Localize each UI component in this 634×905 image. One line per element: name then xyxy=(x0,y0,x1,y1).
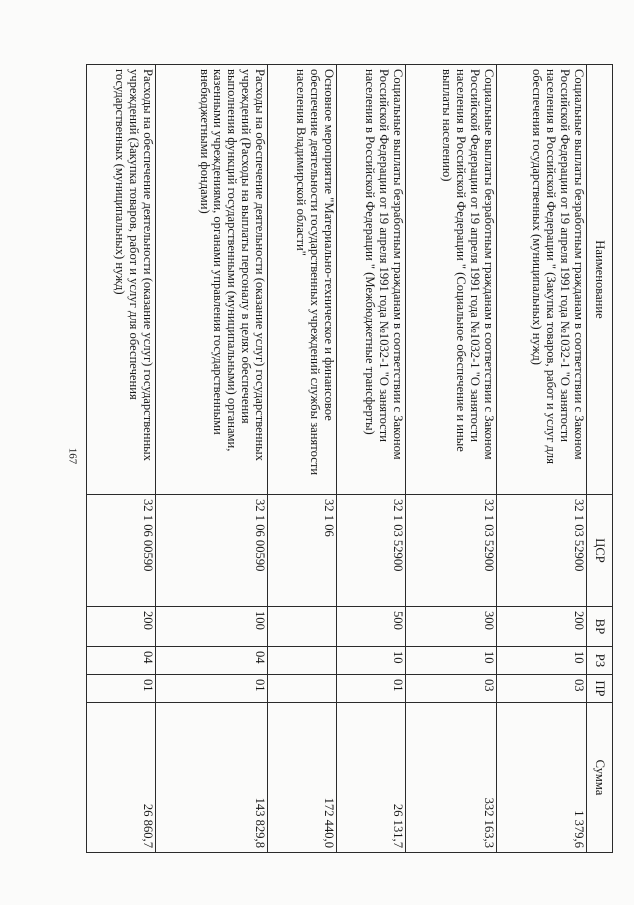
row-rz: 04 xyxy=(87,647,156,675)
row-pr: 01 xyxy=(87,675,156,703)
row-pr: 03 xyxy=(406,675,496,703)
header-rz: РЗ xyxy=(587,647,613,675)
row-csr: 32 1 03 52900 xyxy=(406,495,496,607)
header-sum: Сумма xyxy=(587,703,613,853)
row-vr: 100 xyxy=(156,607,268,647)
row-vr xyxy=(268,607,337,647)
row-name: Социальные выплаты безработным гражданам в соответствии с Законом Российской Федерации от 19 апреля 1991 года №1032-1 "О занятости населения в Российской Федерации " (Межбюджетные трансферты) xyxy=(337,65,406,495)
page-number: 167 xyxy=(66,447,79,465)
header-name: Наименование xyxy=(587,65,613,495)
row-sum: 172 440,0 xyxy=(268,703,337,853)
table-row xyxy=(337,65,406,853)
row-name: Расходы на обеспечение деятельности (оказание услуг) государственных учреждений (Расходы на выплаты персоналу в целях обеспечения выполнения функций государственными (муниципальными) органами, казенными учреждениями, органами управления государственными внебюджетными фондами) xyxy=(156,65,268,495)
row-csr: 32 1 03 52900 xyxy=(496,495,586,607)
row-vr: 300 xyxy=(406,607,496,647)
row-name: Основное мероприятие "Материально-техническое и финансовое обеспечение деятельности государственных учреждений службы занятости населения Владимирской области" xyxy=(268,65,337,495)
row-pr xyxy=(268,675,337,703)
table-row xyxy=(156,65,268,853)
header-vr: ВР xyxy=(587,607,613,647)
row-rz: 10 xyxy=(337,647,406,675)
row-rz: 10 xyxy=(406,647,496,675)
table-header-row xyxy=(587,65,613,853)
table-row xyxy=(496,65,586,853)
row-name: Расходы на обеспечение деятельности (оказание услуг) государственных учреждений (Закупка товаров, работ и услуг для обеспечения государственных (муниципальных) нужд) xyxy=(87,65,156,495)
row-csr: 32 1 06 00590 xyxy=(87,495,156,607)
row-rz xyxy=(268,647,337,675)
header-csr: ЦСР xyxy=(587,495,613,607)
row-csr: 32 1 03 52900 xyxy=(337,495,406,607)
row-rz: 04 xyxy=(156,647,268,675)
rotated-table-wrapper xyxy=(86,64,613,852)
row-sum: 332 163,3 xyxy=(406,703,496,853)
row-vr: 200 xyxy=(496,607,586,647)
row-vr: 500 xyxy=(337,607,406,647)
row-vr: 200 xyxy=(87,607,156,647)
table-row xyxy=(406,65,496,853)
table-row xyxy=(87,65,156,853)
row-name: Социальные выплаты безработным гражданам в соответствии с Законом Российской Федерации от 19 апреля 1991 года №1032-1 "О занятости населения в Российской Федерации " (Закупка товаров, работ и услуг для обеспечения государственных (муниципальных) нужд) xyxy=(496,65,586,495)
row-csr: 32 1 06 00590 xyxy=(156,495,268,607)
row-name: Социальные выплаты безработным гражданам в соответствии с Законом Российской Федерации от 19 апреля 1991 года №1032-1 "О занятости населения в Российской Федерации " (Социальное обеспечение и иные выплаты населению) xyxy=(406,65,496,495)
row-sum: 26 131,7 xyxy=(337,703,406,853)
row-csr: 32 1 06 xyxy=(268,495,337,607)
table-row xyxy=(268,65,337,853)
row-rz: 10 xyxy=(496,647,586,675)
header-pr: ПР xyxy=(587,675,613,703)
row-pr: 01 xyxy=(337,675,406,703)
row-sum: 1 379,6 xyxy=(496,703,586,853)
row-sum: 143 829,8 xyxy=(156,703,268,853)
row-pr: 01 xyxy=(156,675,268,703)
row-sum: 26 860,7 xyxy=(87,703,156,853)
budget-table xyxy=(86,64,613,853)
row-pr: 03 xyxy=(496,675,586,703)
